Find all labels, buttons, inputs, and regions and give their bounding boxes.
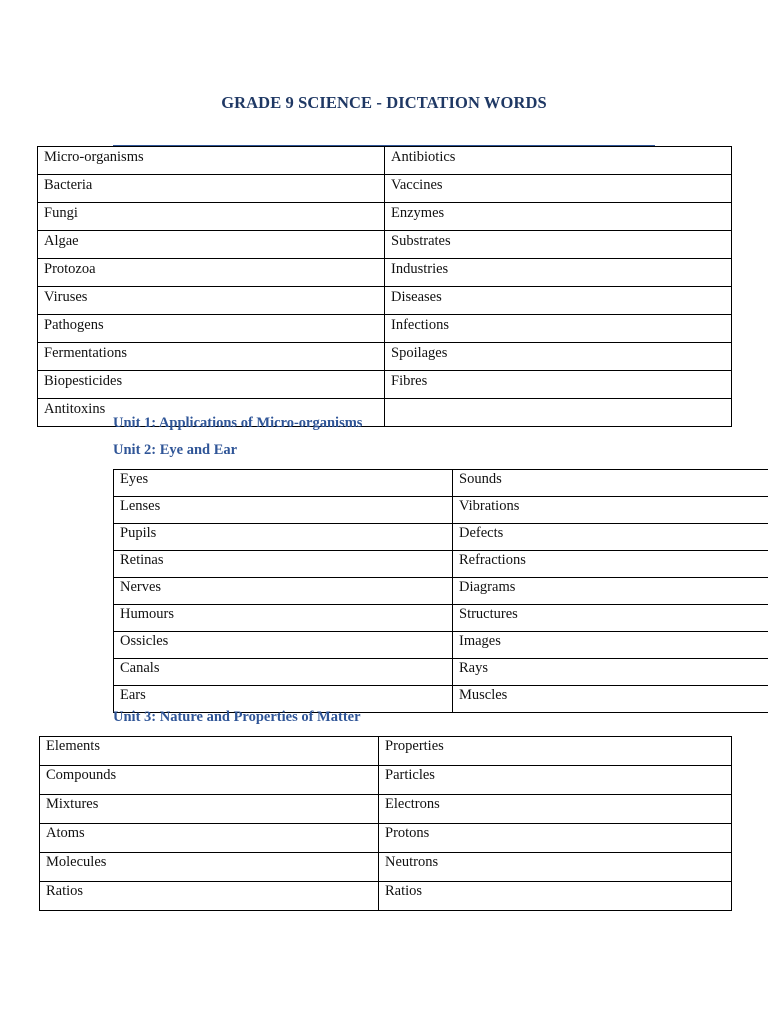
word-cell: Structures [453,605,768,632]
word-cell [385,399,732,427]
word-cell: Nerves [114,578,453,605]
table-row [38,231,732,259]
table-row [40,766,732,795]
word-cell: Fungi [38,203,385,231]
word-cell: Refractions [453,551,768,578]
unit-3-heading: Unit 3: Nature and Properties of Matter [113,709,361,725]
word-cell: Fermentations [38,343,385,371]
word-cell: Canals [114,659,453,686]
table-row [114,578,768,605]
word-cell: Muscles [453,686,768,713]
word-cell: Vaccines [385,175,732,203]
unit-1-heading: Unit 1: Applications of Micro-organisms [113,415,363,431]
word-cell: Diagrams [453,578,768,605]
word-cell: Ratios [379,882,732,911]
table-row [114,470,768,497]
word-cell: Algae [38,231,385,259]
word-cell: Particles [379,766,732,795]
word-cell: Rays [453,659,768,686]
word-cell: Viruses [38,287,385,315]
word-cell: Images [453,632,768,659]
word-cell: Fibres [385,371,732,399]
word-cell: Atoms [40,824,379,853]
word-cell: Industries [385,259,732,287]
word-cell: Pupils [114,524,453,551]
word-cell: Mixtures [40,795,379,824]
word-cell: Ears [114,686,453,713]
micro-organisms-word-table [37,146,732,427]
word-cell: Electrons [379,795,732,824]
table-row [38,175,732,203]
word-cell: Sounds [453,470,768,497]
table-row [38,371,732,399]
word-cell: Protons [379,824,732,853]
word-cell: Spoilages [385,343,732,371]
word-cell: Neutrons [379,853,732,882]
table-row [114,524,768,551]
table-row [114,659,768,686]
matter-word-table [39,736,732,911]
table-row [40,882,732,911]
table-row [38,343,732,371]
table-row [40,795,732,824]
word-cell: Retinas [114,551,453,578]
word-cell: Compounds [40,766,379,795]
eye-and-ear-word-table [113,469,768,713]
word-cell: Vibrations [453,497,768,524]
table-row [38,287,732,315]
word-cell: Lenses [114,497,453,524]
word-cell: Defects [453,524,768,551]
word-cell: Biopesticides [38,371,385,399]
word-cell: Molecules [40,853,379,882]
word-cell: Pathogens [38,315,385,343]
table-row [40,853,732,882]
word-cell: Enzymes [385,203,732,231]
word-cell: Antitoxins [38,399,385,427]
table-row [40,737,732,766]
word-cell: Micro-organisms [38,147,385,175]
word-cell: Diseases [385,287,732,315]
word-cell: Bacteria [38,175,385,203]
word-cell: Substrates [385,231,732,259]
page-title: GRADE 9 SCIENCE - DICTATION WORDS [221,93,547,112]
word-cell: Elements [40,737,379,766]
table-row [38,315,732,343]
table-row [38,259,732,287]
word-cell: Ratios [40,882,379,911]
table-row [114,605,768,632]
word-cell: Protozoa [38,259,385,287]
word-cell: Humours [114,605,453,632]
unit-2-heading: Unit 2: Eye and Ear [113,442,238,458]
word-cell: Properties [379,737,732,766]
table-row [114,632,768,659]
word-cell: Antibiotics [385,147,732,175]
word-cell: Ossicles [114,632,453,659]
table-row [38,203,732,231]
table-row [38,147,732,175]
table-row [114,497,768,524]
word-cell: Eyes [114,470,453,497]
table-row [40,824,732,853]
word-cell: Infections [385,315,732,343]
table-row [114,551,768,578]
